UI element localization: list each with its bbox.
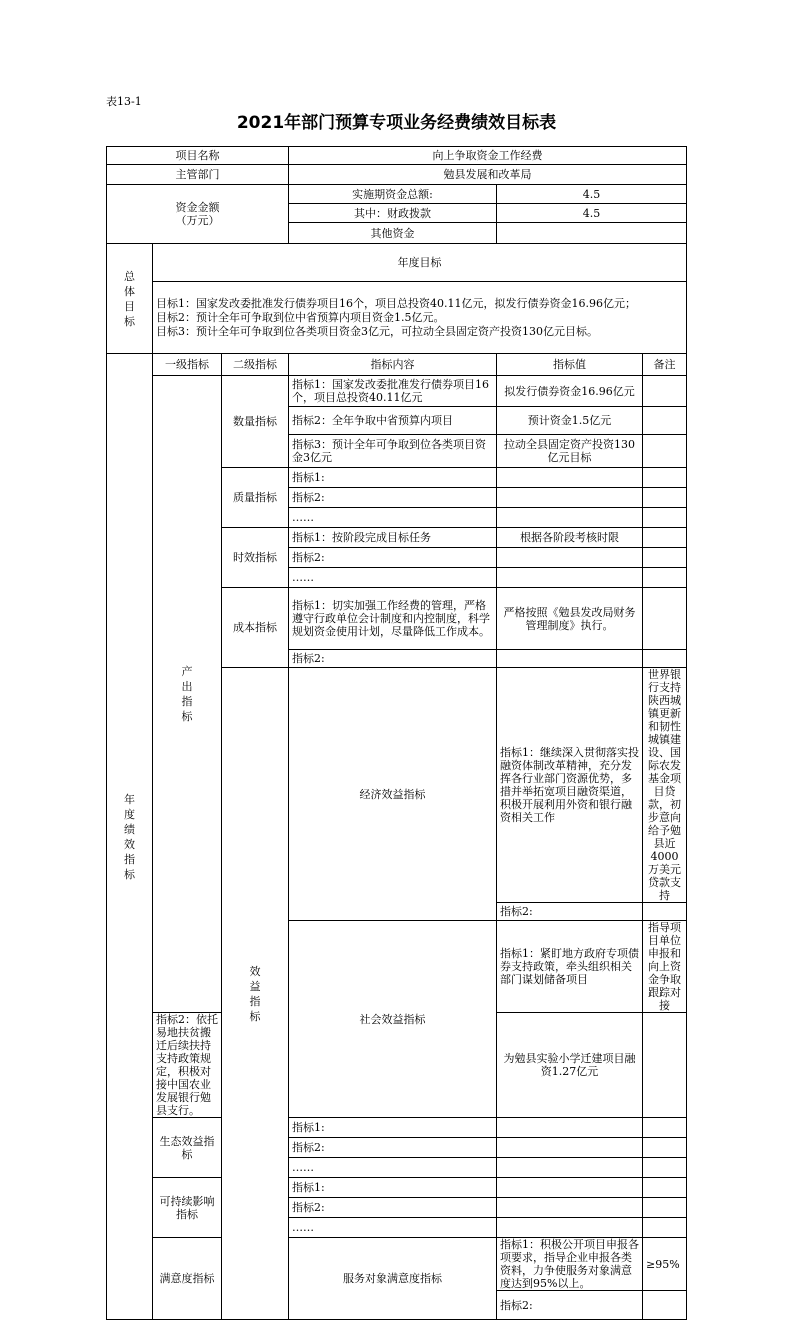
indicator-note: [643, 488, 687, 508]
indicator-value: 世界银行支持陕西城镇更新和韧性城镇建设、国际农发基金项目贷款，初步意向给予勉县近4000万美元贷款支持: [643, 668, 687, 903]
indicator-content: 指标1：继续深入贯彻落实投融资体制改革精神，充分发挥各行业部门资源优势，多措并举拓宽项目融资渠道，积极开展利用外资和银行融资相关工作: [497, 668, 643, 903]
indicator-note: [643, 468, 687, 488]
output-indicators-label: 产出指标: [153, 376, 222, 1013]
goal-item: 目标1：国家发改委批准发行债券项目16个，项目总投资40.11亿元，拟发行债券资金16.96亿元；: [156, 296, 636, 310]
project-name-value: 向上争取资金工作经费: [289, 147, 687, 165]
sustainable-indicator-label: 可持续影响指标: [153, 1178, 222, 1238]
other-funds-label: 其他资金: [289, 223, 497, 244]
indicator-content: ……: [289, 1158, 497, 1178]
annual-goals-label: 年度目标: [153, 244, 687, 282]
social-indicator-label: 社会效益指标: [289, 921, 497, 1118]
table-code: 表13-1: [106, 95, 142, 108]
funds-label-line1: 资金金额: [175, 201, 220, 214]
indicator-note: [643, 435, 687, 468]
indicator-value: 预计资金1.5亿元: [497, 407, 643, 435]
indicator-note: [643, 1218, 687, 1238]
fiscal-funds-value: 4.5: [497, 204, 687, 223]
indicator-value: [497, 508, 643, 528]
indicator-value: [497, 1158, 643, 1178]
indicator-content: 指标2:: [289, 1138, 497, 1158]
indicator-content: 指标2:: [497, 903, 643, 921]
indicator-note: [643, 568, 687, 588]
project-name-label: 项目名称: [107, 147, 289, 165]
indicator-content: 指标2:: [289, 1198, 497, 1218]
service-satisfaction-label: 服务对象满意度指标: [289, 1238, 497, 1320]
dept-value: 勉县发展和改革局: [289, 165, 687, 185]
indicator-value: [497, 1178, 643, 1198]
dept-label: 主管部门: [107, 165, 289, 185]
indicators-table: [106, 353, 687, 1320]
indicator-note: [643, 376, 687, 407]
annual-goals-text: [153, 282, 687, 354]
indicator-note: [643, 650, 687, 668]
quantity-indicator-label: 数量指标: [222, 376, 289, 468]
indicator-content: ……: [289, 508, 497, 528]
header-level2: 二级指标: [222, 354, 289, 376]
indicator-value: [497, 1138, 643, 1158]
indicator-value: [497, 568, 643, 588]
indicator-content: 指标1：积极公开项目申报各项要求，指导企业申报各类资料，力争使服务对象满意度达到95%以上。: [497, 1238, 643, 1291]
indicator-value: [497, 650, 643, 668]
indicator-note: [643, 1118, 687, 1138]
indicator-content: 指标2:: [289, 650, 497, 668]
header-content: 指标内容: [289, 354, 497, 376]
indicator-content: 指标2:: [497, 1291, 643, 1320]
indicator-content: 指标1：紧盯地方政府专项债券支持政策，牵头组织相关部门谋划储备项目: [497, 921, 643, 1013]
indicator-content: ……: [289, 1218, 497, 1238]
indicator-note: [643, 528, 687, 548]
indicator-content: 指标2:: [289, 548, 497, 568]
overall-goals-label: 总体目标: [107, 244, 153, 354]
indicator-content: 指标1:: [289, 1178, 497, 1198]
indicator-value: ≥95%: [643, 1238, 687, 1291]
indicator-note: [643, 1138, 687, 1158]
other-funds-value: [497, 223, 687, 244]
indicator-note: [643, 407, 687, 435]
funds-label: [107, 185, 289, 244]
total-funds-label: 实施期资金总额:: [289, 185, 497, 204]
indicator-note: [643, 508, 687, 528]
indicator-value: 为勉县实验小学迁建项目融资1.27亿元: [497, 1013, 643, 1118]
indicator-value: 严格按照《勉县发改局财务管理制度》执行。: [497, 588, 643, 650]
page-title: 2021年部门预算专项业务经费绩效目标表: [236, 113, 557, 133]
indicator-content: 指标1：切实加强工作经费的管理，严格遵守行政单位会计制度和内控制度，科学规划资金使用计划，尽量降低工作成本。: [289, 588, 497, 650]
basic-info-table: [106, 146, 687, 354]
indicator-value: [497, 1198, 643, 1218]
indicator-content: 指标3：预计全年可争取到位各类项目资金3亿元: [289, 435, 497, 468]
ecological-indicator-label: 生态效益指标: [153, 1118, 222, 1178]
indicator-value: [643, 1291, 687, 1320]
total-funds-value: 4.5: [497, 185, 687, 204]
cost-indicator-label: 成本指标: [222, 588, 289, 668]
satisfaction-indicators-label: 满意度指标: [153, 1238, 222, 1320]
quality-indicator-label: 质量指标: [222, 468, 289, 528]
annual-indicators-label: 年度绩效指标: [107, 354, 153, 1320]
indicator-value: [497, 548, 643, 568]
indicator-content: 指标1：国家发改委批准发行债券项目16个，项目总投资40.11亿元: [289, 376, 497, 407]
indicator-content: 指标1：按阶段完成目标任务: [289, 528, 497, 548]
indicator-value: 拟发行债券资金16.96亿元: [497, 376, 643, 407]
indicator-value: [643, 903, 687, 921]
indicator-value: [497, 1118, 643, 1138]
header-note: 备注: [643, 354, 687, 376]
indicator-content: 指标2：全年争取中省预算内项目: [289, 407, 497, 435]
indicator-note: [643, 548, 687, 568]
economic-indicator-label: 经济效益指标: [289, 668, 497, 921]
indicator-value: [497, 1218, 643, 1238]
indicator-content: 指标1:: [289, 468, 497, 488]
funds-label-line2: （万元）: [175, 214, 220, 227]
indicator-note: [643, 1158, 687, 1178]
indicator-note: [643, 1178, 687, 1198]
header-value: 指标值: [497, 354, 643, 376]
indicator-value: 指导项目单位申报和向上资金争取跟踪对接: [643, 921, 687, 1013]
indicator-value: [497, 488, 643, 508]
header-level1: 一级指标: [153, 354, 222, 376]
fiscal-funds-label: 其中：财政拨款: [289, 204, 497, 223]
timeliness-indicator-label: 时效指标: [222, 528, 289, 588]
indicator-content: 指标2：依托易地扶贫搬迁后续扶持支持政策规定，积极对接中国农业发展银行勉县支行。: [153, 1013, 222, 1118]
indicator-content: ……: [289, 568, 497, 588]
indicator-value: [497, 468, 643, 488]
indicator-value: 根据各阶段考核时限: [497, 528, 643, 548]
indicator-content: 指标1:: [289, 1118, 497, 1138]
indicator-value: 拉动全县固定资产投资130亿元目标: [497, 435, 643, 468]
goal-item: 目标2：预计全年可争取到位中省预算内项目资金1.5亿元。: [156, 310, 445, 324]
indicator-note: [643, 1198, 687, 1218]
indicator-note: [643, 588, 687, 650]
goal-item: 目标3：预计全年可争取到位各类项目资金3亿元，可拉动全县固定资产投资130亿元目标。: [156, 324, 598, 338]
benefit-indicators-label: 效益指标: [222, 668, 289, 1320]
indicator-note: [643, 1013, 687, 1118]
indicator-content: 指标2:: [289, 488, 497, 508]
